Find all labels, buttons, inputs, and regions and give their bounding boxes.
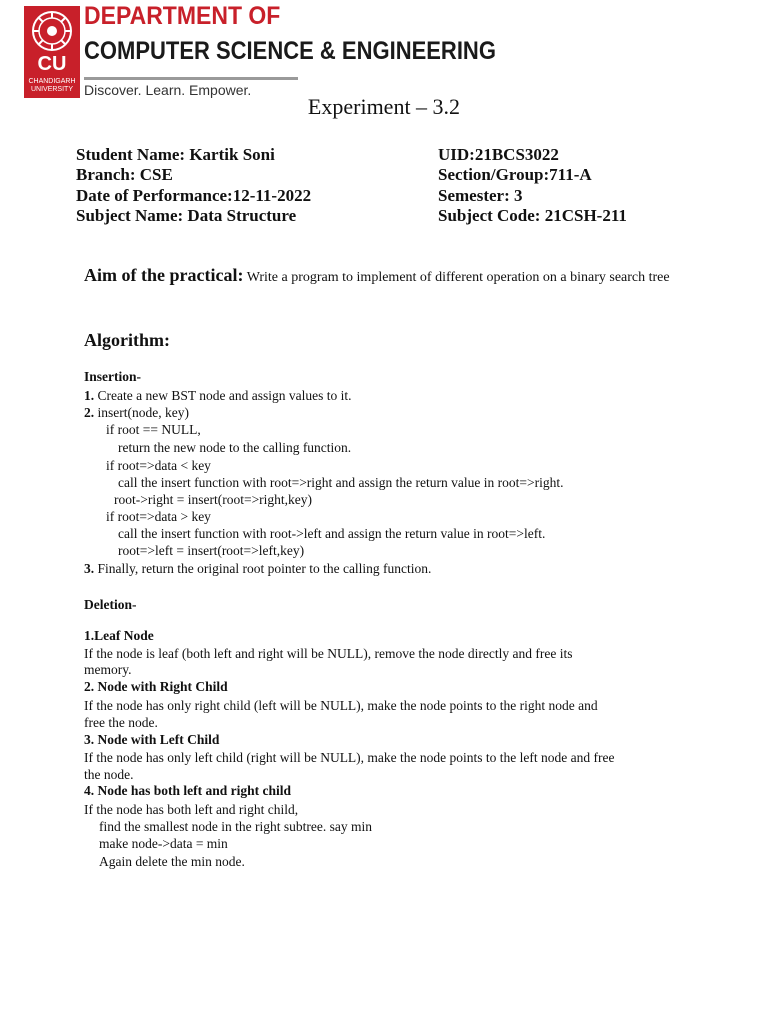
algorithm-line	[84, 596, 136, 613]
line-text: free the node.	[84, 715, 158, 730]
algorithm-line	[99, 853, 245, 870]
department-line-2: COMPUTER SCIENCE & ENGINEERING	[84, 37, 496, 65]
line-text: root->right = insert(root=>right,key)	[114, 492, 313, 507]
semester: Semester: 3	[438, 185, 523, 205]
logo-text: CU	[37, 53, 67, 75]
algorithm-line	[84, 661, 132, 678]
line-bold: 2. Node with Right Child	[84, 679, 228, 694]
algorithm-line	[84, 404, 189, 421]
line-text: Create a new BST node and assign values to it.	[94, 388, 352, 403]
line-bold: 2.	[84, 405, 95, 420]
algorithm-line	[84, 678, 228, 695]
line-bold: Deletion-	[84, 597, 137, 612]
algorithm-line	[84, 766, 134, 783]
line-text: root=>left = insert(root=>left,key)	[118, 543, 305, 558]
line-text: if root=>data < key	[106, 458, 211, 473]
aim-paragraph	[84, 264, 684, 289]
algorithm-line	[118, 439, 351, 456]
algorithm-heading: Algorithm:	[84, 330, 170, 350]
algorithm-line	[84, 731, 219, 748]
line-text: call the insert function with root=>right and assign the return value in root=>right.	[118, 475, 564, 490]
line-text: Finally, return the original root pointer to the calling function.	[94, 561, 432, 576]
line-text: the node.	[84, 767, 134, 782]
experiment-title: Experiment – 3.2	[307, 94, 461, 119]
algorithm-line	[84, 627, 154, 644]
logo-subtext: CHANDIGARH UNIVERSITY	[28, 78, 76, 93]
line-text: If the node has only right child (left will be NULL), make the node points to the right node and	[84, 698, 598, 713]
line-text: insert(node, key)	[94, 405, 189, 420]
tagline: Discover. Learn. Empower.	[84, 82, 252, 98]
algorithm-line	[84, 801, 298, 818]
subject-code: Subject Code: 21CSH-211	[438, 205, 627, 225]
algorithm-line	[84, 368, 141, 385]
algorithm-line	[84, 645, 572, 662]
algorithm-line	[84, 714, 158, 731]
line-text: If the node is leaf (both left and right will be NULL), remove the node directly and free its	[84, 646, 573, 661]
line-text: memory.	[84, 662, 132, 677]
branch: Branch: CSE	[76, 165, 173, 185]
subject-name: Subject Name: Data Structure	[76, 205, 297, 225]
algorithm-line	[84, 782, 291, 799]
aim-text: Write a program to implement of different operation on a binary search tree	[243, 270, 670, 285]
student-info-right	[438, 145, 627, 226]
algorithm-line	[106, 421, 201, 438]
line-text: make node->data = min	[99, 836, 228, 851]
algorithm-line	[84, 387, 351, 404]
uid: UID:21BCS3022	[438, 145, 559, 164]
algorithm-line	[106, 457, 211, 474]
line-text: call the insert function with root->left and assign the return value in root=>left.	[118, 526, 546, 541]
algorithm-line	[106, 508, 211, 525]
line-text: find the smallest node in the right subtree. say min	[99, 819, 372, 834]
algorithm-line	[99, 818, 372, 835]
student-name: Student Name: Kartik Soni	[76, 145, 275, 164]
line-text: return the new node to the calling function.	[118, 440, 352, 455]
line-text: if root == NULL,	[106, 422, 201, 437]
algorithm-line	[114, 491, 312, 508]
algorithm-line	[84, 749, 614, 766]
line-bold: 4. Node has both left and right child	[84, 783, 292, 798]
university-logo	[24, 6, 80, 98]
university-seal-icon	[31, 10, 73, 52]
algorithm-line	[118, 474, 563, 491]
algorithm-line	[118, 542, 304, 559]
line-text: If the node has only left child (right will be NULL), make the node points to the left node and free	[84, 750, 615, 765]
line-bold: Insertion-	[84, 369, 141, 384]
line-text: if root=>data > key	[106, 509, 211, 524]
section-group: Section/Group:711-A	[438, 165, 592, 185]
line-bold: 1.	[84, 388, 95, 403]
line-bold: 3.	[84, 561, 95, 576]
date-of-performance: Date of Performance:12-11-2022	[76, 185, 312, 205]
line-text: If the node has both left and right child,	[84, 802, 299, 817]
algorithm-line	[99, 835, 228, 852]
aim-label: Aim of the practical:	[84, 265, 244, 285]
algorithm-line	[118, 525, 545, 542]
student-info-left	[76, 145, 311, 226]
header-divider	[84, 77, 298, 80]
line-bold: 1.Leaf Node	[84, 628, 154, 643]
line-bold: 3. Node with Left Child	[84, 732, 220, 747]
algorithm-line	[84, 697, 598, 714]
department-line-1: DEPARTMENT OF	[84, 2, 281, 30]
line-text: Again delete the min node.	[99, 854, 245, 869]
algorithm-line	[84, 560, 431, 577]
